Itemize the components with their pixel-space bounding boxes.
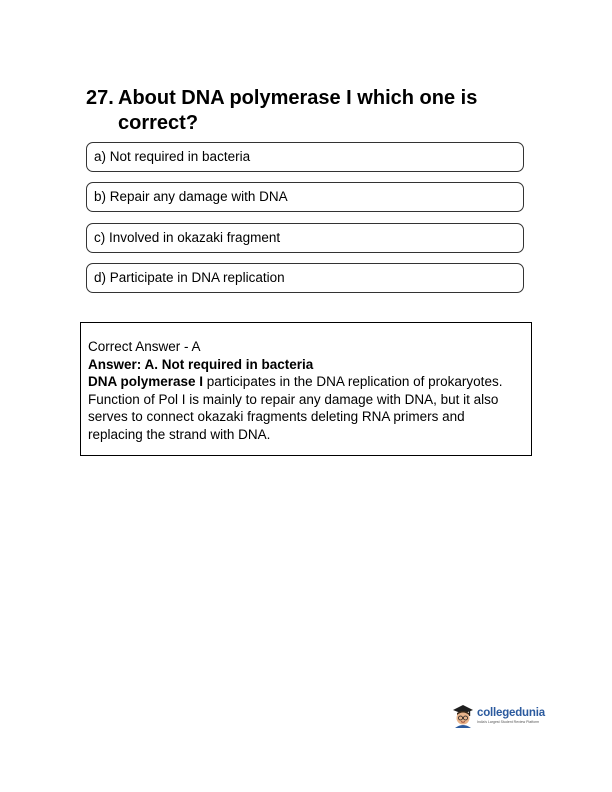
logo-name: collegedunia bbox=[477, 707, 545, 719]
option-b[interactable]: b) Repair any damage with DNA bbox=[86, 182, 524, 212]
question-text: About DNA polymerase I which one is correct? bbox=[118, 87, 478, 134]
option-c[interactable]: c) Involved in okazaki fragment bbox=[86, 223, 524, 253]
collegedunia-logo bbox=[452, 704, 545, 728]
answer-box bbox=[80, 322, 532, 456]
explanation-text: participates in the DNA replication of prokaryotes. Function of Pol I is mainly to repair any damage with DNA, but it also serves to connect okazaki fragments deleting RNA primers and replacing the strand with DNA. bbox=[88, 374, 503, 442]
option-a[interactable]: a) Not required in bacteria bbox=[86, 142, 524, 172]
question-heading bbox=[86, 86, 526, 136]
explanation-bold-term: DNA polymerase I bbox=[88, 374, 204, 389]
logo-tagline: India's Largest Student Review Platform bbox=[477, 720, 540, 724]
question-number: 27. bbox=[86, 87, 114, 109]
answer-heading: Answer: A. Not required in bacteria bbox=[88, 356, 314, 372]
answer-explanation bbox=[88, 373, 523, 443]
option-d[interactable]: d) Participate in DNA replication bbox=[86, 263, 524, 293]
correct-answer-label: Correct Answer - A bbox=[88, 339, 201, 354]
student-mascot-icon bbox=[452, 704, 474, 728]
